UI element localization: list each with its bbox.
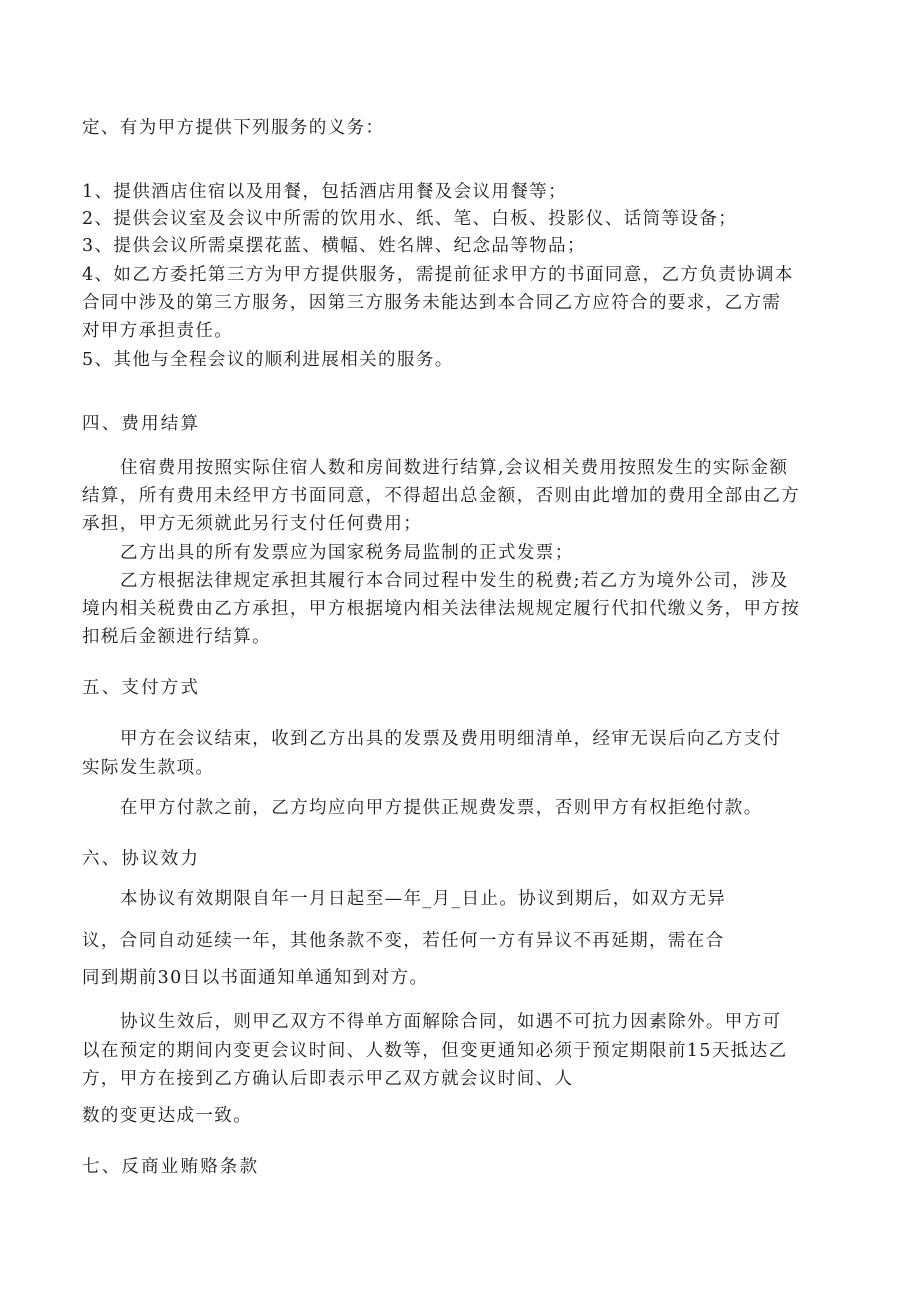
payment-line-3: 在甲方付款之前，乙方均应向甲方提供正规费发票，否则甲方有权拒绝付款。 <box>120 798 763 818</box>
service-item-2: 2、提供会议室及会议中所需的饮用水、纸、笔、白板、投影仪、话筒等设备； <box>82 209 738 229</box>
service-item-4-line-2: 合同中涉及的第三方服务，因第三方服务未能达到本合同乙方应符合的要求，乙方需 <box>82 293 782 313</box>
settlement-line-1: 住宿费用按照实际住宿人数和房间数进行结算,会议相关费用按照发生的实际金额 <box>120 458 789 478</box>
validity-line-3: 同到期前30日以书面通知单通知到对方。 <box>82 968 429 988</box>
settlement-line-7: 扣税后金额进行结算。 <box>82 627 271 647</box>
service-item-4-line-1: 4、如乙方委托第三方为甲方提供服务，需提前征求甲方的书面同意，乙方负责协调本 <box>82 265 794 285</box>
service-item-5: 5、其他与全程会议的顺利进展相关的服务。 <box>82 350 454 370</box>
validity-line-2: 议，合同自动延续一年，其他条款不变，若任何一方有异议不再延期，需在合 <box>82 931 725 951</box>
service-item-1: 1、提供酒店住宿以及用餐，包括酒店用餐及会议用餐等； <box>82 182 568 202</box>
payment-line-1: 甲方在会议结束，收到乙方出具的发票及费用明细清单，经审无误后向乙方支付 <box>120 729 782 749</box>
section-heading-settlement: 四、费用结算 <box>82 414 201 434</box>
validity-line-6: 方，甲方在接到乙方确认后即表示甲乙双方就会议时间、人 <box>82 1069 574 1089</box>
settlement-line-5: 乙方根据法律规定承担其履行本合同过程中发生的税费;若乙方为境外公司，涉及 <box>120 571 789 591</box>
settlement-line-2: 结算，所有费用未经甲方书面同意，不得超出总金额，否则由此增加的费用全部由乙方 <box>82 486 801 506</box>
validity-line-4: 协议生效后，则甲乙双方不得单方面解除合同，如遇不可抗力因素除外。甲方可 <box>120 1012 782 1032</box>
intro-line: 定、有为甲方提供下列服务的义务： <box>82 118 385 138</box>
validity-line-5: 以在预定的期间内变更会议时间、人数等，但变更通知必须于预定期限前15天抵达乙 <box>82 1041 788 1061</box>
section-heading-payment: 五、支付方式 <box>82 678 201 698</box>
service-item-4-line-3: 对甲方承担责任。 <box>82 321 234 341</box>
settlement-line-6: 境内相关税费由乙方承担，甲方根据境内相关法律法规规定履行代扣代缴义务，甲方按 <box>82 599 801 619</box>
settlement-line-3: 承担，甲方无须就此另行支付任何费用； <box>82 514 423 534</box>
settlement-line-4: 乙方出具的所有发票应为国家税务局监制的正式发票； <box>120 543 574 563</box>
validity-line-1: 本协议有效期限自年一月日起至—年_月_日止。协议到期后，如双方无异 <box>120 889 727 909</box>
payment-line-2: 实际发生款项。 <box>82 758 215 778</box>
section-heading-anti-bribery: 七、反商业贿赂条款 <box>82 1157 260 1177</box>
section-heading-validity: 六、协议效力 <box>82 849 201 869</box>
validity-line-7: 数的变更达成一致。 <box>82 1106 253 1126</box>
service-item-3: 3、提供会议所需桌摆花蓝、横幅、姓名牌、纪念品等物品； <box>82 236 586 256</box>
